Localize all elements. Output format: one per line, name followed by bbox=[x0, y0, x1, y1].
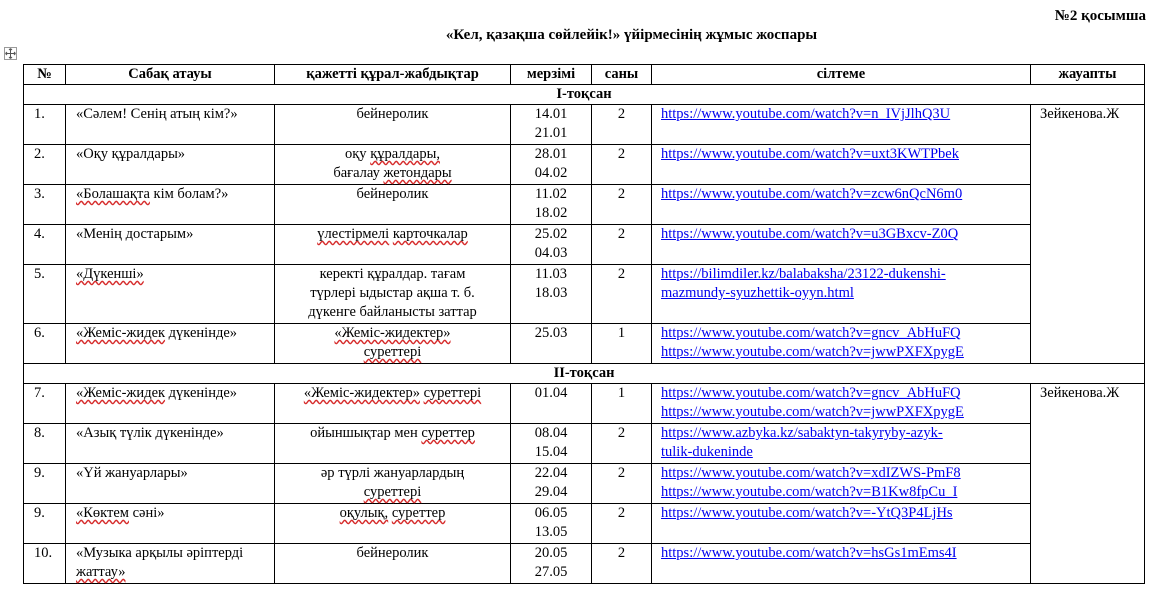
date-value: 18.03 bbox=[534, 285, 568, 301]
date-value: 27.05 bbox=[534, 564, 568, 580]
links-cell bbox=[652, 105, 1031, 145]
date-value: 28.01 bbox=[534, 146, 568, 162]
equipment-cell bbox=[275, 464, 511, 504]
links-cell bbox=[652, 544, 1031, 584]
lesson-count: 2 bbox=[592, 464, 652, 504]
lesson-count: 2 bbox=[592, 225, 652, 265]
table-row bbox=[24, 424, 1145, 464]
links-cell bbox=[652, 424, 1031, 464]
date-value: 14.01 bbox=[534, 106, 568, 122]
lesson-name: «Жеміс-жидек дүкенінде» bbox=[66, 384, 275, 424]
equipment-cell bbox=[275, 265, 511, 324]
section-label: I-тоқсан bbox=[24, 85, 1145, 105]
lesson-name: «Дүкенші» bbox=[66, 265, 275, 324]
equipment-line: бейнеролик bbox=[356, 545, 429, 561]
table-row bbox=[24, 504, 1145, 544]
dates-cell bbox=[511, 324, 592, 364]
dates-cell bbox=[511, 185, 592, 225]
resource-link[interactable]: https://www.youtube.com/watch?v=B1Kw8fpCu_I bbox=[661, 484, 958, 500]
lesson-name: «Оқу құралдары» bbox=[66, 145, 275, 185]
row-number: 5. bbox=[24, 265, 66, 324]
col-header-number: № bbox=[24, 65, 66, 85]
resource-link[interactable]: mazmundy-syuzhettik-oyyn.html bbox=[661, 285, 854, 301]
resource-link[interactable]: https://www.youtube.com/watch?v=u3GBxcv-Z0Q bbox=[661, 226, 959, 242]
date-value: 04.03 bbox=[534, 245, 568, 261]
date-value: 15.04 bbox=[534, 444, 568, 460]
dates-cell bbox=[511, 265, 592, 324]
lesson-name: «Музыка арқылы әріптерді жаттау» bbox=[66, 544, 275, 584]
table-row bbox=[24, 185, 1145, 225]
dates-cell bbox=[511, 105, 592, 145]
row-number: 8. bbox=[24, 424, 66, 464]
col-header-count: саны bbox=[592, 65, 652, 85]
equipment-line: суреттері bbox=[363, 344, 422, 360]
equipment-cell bbox=[275, 324, 511, 364]
dates-cell bbox=[511, 464, 592, 504]
lesson-count: 2 bbox=[592, 105, 652, 145]
work-plan-table bbox=[23, 64, 1145, 584]
date-value: 20.05 bbox=[534, 545, 568, 561]
date-value: 01.04 bbox=[534, 385, 568, 401]
lesson-count: 2 bbox=[592, 185, 652, 225]
dates-cell bbox=[511, 225, 592, 265]
equipment-cell bbox=[275, 424, 511, 464]
col-header-dates: мерзімі bbox=[511, 65, 592, 85]
equipment-line: бейнеролик bbox=[356, 106, 429, 122]
date-value: 22.04 bbox=[534, 465, 568, 481]
links-cell bbox=[652, 145, 1031, 185]
responsible-person: Зейкенова.Ж bbox=[1031, 105, 1145, 364]
row-number: 9. bbox=[24, 504, 66, 544]
table-move-handle-icon[interactable] bbox=[4, 47, 17, 60]
table-row bbox=[24, 464, 1145, 504]
table-row bbox=[24, 544, 1145, 584]
row-number: 3. bbox=[24, 185, 66, 225]
resource-link[interactable]: https://www.youtube.com/watch?v=-YtQ3P4LjHs bbox=[661, 505, 953, 521]
section-row bbox=[24, 85, 1145, 105]
equipment-line: бейнеролик bbox=[356, 186, 429, 202]
col-header-link: сілтеме bbox=[652, 65, 1031, 85]
table-row bbox=[24, 145, 1145, 185]
document-title: «Кел, қазақша сөйлейік!» үйірмесінің жұмыс жоспары bbox=[445, 27, 818, 43]
col-header-responsible: жауапты bbox=[1031, 65, 1145, 85]
row-number: 2. bbox=[24, 145, 66, 185]
lesson-count: 1 bbox=[592, 324, 652, 364]
resource-link[interactable]: https://www.youtube.com/watch?v=hsGs1mEms4I bbox=[661, 545, 957, 561]
dates-cell bbox=[511, 384, 592, 424]
date-value: 21.01 bbox=[534, 125, 568, 141]
resource-link[interactable]: https://www.youtube.com/watch?v=uxt3KWTPbek bbox=[661, 146, 959, 162]
responsible-person: Зейкенова.Ж bbox=[1031, 384, 1145, 584]
lesson-count: 1 bbox=[592, 384, 652, 424]
lesson-count: 2 bbox=[592, 265, 652, 324]
equipment-line: дүкенге байланысты заттар bbox=[308, 304, 477, 320]
resource-link[interactable]: https://www.youtube.com/watch?v=gncv_AbHuFQ bbox=[661, 325, 961, 341]
lesson-name: «Азық түлік дүкенінде» bbox=[66, 424, 275, 464]
dates-cell bbox=[511, 424, 592, 464]
row-number: 6. bbox=[24, 324, 66, 364]
equipment-line: әр түрлі жануарлардың bbox=[320, 465, 465, 481]
col-header-lesson: Сабақ атауы bbox=[66, 65, 275, 85]
date-value: 08.04 bbox=[534, 425, 568, 441]
appendix-label: №2 қосымша bbox=[1054, 8, 1146, 24]
table-row bbox=[24, 384, 1145, 424]
lesson-name: «Үй жануарлары» bbox=[66, 464, 275, 504]
equipment-line: «Жеміс-жидектер» bbox=[334, 325, 451, 341]
equipment-line: бағалау жетондары bbox=[333, 165, 452, 181]
resource-link[interactable]: https://www.youtube.com/watch?v=n_IVjJlhQ3U bbox=[661, 106, 951, 122]
links-cell bbox=[652, 384, 1031, 424]
equipment-line: түрлері ыдыстар ақша т. б. bbox=[310, 285, 475, 301]
equipment-cell bbox=[275, 185, 511, 225]
equipment-cell bbox=[275, 504, 511, 544]
links-cell bbox=[652, 464, 1031, 504]
equipment-line: оқу құралдары, bbox=[345, 146, 440, 162]
links-cell bbox=[652, 185, 1031, 225]
equipment-cell bbox=[275, 544, 511, 584]
date-value: 06.05 bbox=[534, 505, 568, 521]
lesson-count: 2 bbox=[592, 145, 652, 185]
lesson-name: «Менің достарым» bbox=[66, 225, 275, 265]
row-number: 1. bbox=[24, 105, 66, 145]
row-number: 10. bbox=[24, 544, 66, 584]
dates-cell bbox=[511, 544, 592, 584]
links-cell bbox=[652, 225, 1031, 265]
date-value: 25.03 bbox=[534, 325, 568, 341]
lesson-count: 2 bbox=[592, 544, 652, 584]
lesson-count: 2 bbox=[592, 424, 652, 464]
resource-link[interactable]: https://www.youtube.com/watch?v=jwwPXFXpygE bbox=[661, 404, 964, 420]
table-row bbox=[24, 105, 1145, 145]
table-header-row bbox=[24, 65, 1145, 85]
resource-link[interactable]: https://www.youtube.com/watch?v=gncv_AbHuFQ bbox=[661, 385, 961, 401]
resource-link[interactable]: https://www.youtube.com/watch?v=xdIZWS-PmF8 bbox=[661, 465, 961, 481]
resource-link[interactable]: https://www.youtube.com/watch?v=jwwPXFXpygE bbox=[661, 344, 964, 360]
equipment-line: үлестірмелі карточкалар bbox=[317, 226, 468, 242]
date-value: 13.05 bbox=[534, 524, 568, 540]
equipment-line: «Жеміс-жидектер» суреттері bbox=[303, 385, 482, 401]
resource-link[interactable]: https://www.azbyka.kz/sabaktyn-takyryby-azyk- bbox=[661, 425, 943, 441]
row-number: 4. bbox=[24, 225, 66, 265]
lesson-name: «Болашақта кім болам?» bbox=[66, 185, 275, 225]
dates-cell bbox=[511, 145, 592, 185]
links-cell bbox=[652, 265, 1031, 324]
dates-cell bbox=[511, 504, 592, 544]
links-cell bbox=[652, 504, 1031, 544]
equipment-line: суреттері bbox=[363, 484, 422, 500]
date-value: 25.02 bbox=[534, 226, 568, 242]
lesson-name: «Сәлем! Сенің атың кім?» bbox=[66, 105, 275, 145]
date-value: 18.02 bbox=[534, 205, 568, 221]
section-label: II-тоқсан bbox=[24, 364, 1145, 384]
equipment-cell bbox=[275, 105, 511, 145]
lesson-count: 2 bbox=[592, 504, 652, 544]
date-value: 11.03 bbox=[534, 266, 568, 282]
date-value: 11.02 bbox=[534, 186, 568, 202]
date-value: 29.04 bbox=[534, 484, 568, 500]
resource-link[interactable]: https://www.youtube.com/watch?v=zcw6nQcN6m0 bbox=[661, 186, 963, 202]
table-row bbox=[24, 324, 1145, 364]
col-header-equipment: қажетті құрал-жабдықтар bbox=[275, 65, 511, 85]
equipment-line: керекті құралдар. тағам bbox=[319, 266, 466, 282]
row-number: 9. bbox=[24, 464, 66, 504]
resource-link[interactable]: https://bilimdiler.kz/balabaksha/23122-dukenshi- bbox=[661, 266, 946, 282]
resource-link[interactable]: tulik-dukeninde bbox=[661, 444, 753, 460]
equipment-line: оқулық, суреттер bbox=[339, 505, 446, 521]
equipment-cell bbox=[275, 225, 511, 265]
table-row bbox=[24, 225, 1145, 265]
section-row bbox=[24, 364, 1145, 384]
row-number: 7. bbox=[24, 384, 66, 424]
links-cell bbox=[652, 324, 1031, 364]
lesson-name: «Көктем сәні» bbox=[66, 504, 275, 544]
table-row bbox=[24, 265, 1145, 324]
equipment-cell bbox=[275, 145, 511, 185]
lesson-name: «Жеміс-жидек дүкенінде» bbox=[66, 324, 275, 364]
equipment-line: ойыншықтар мен суреттер bbox=[310, 425, 475, 441]
date-value: 04.02 bbox=[534, 165, 568, 181]
equipment-cell bbox=[275, 384, 511, 424]
